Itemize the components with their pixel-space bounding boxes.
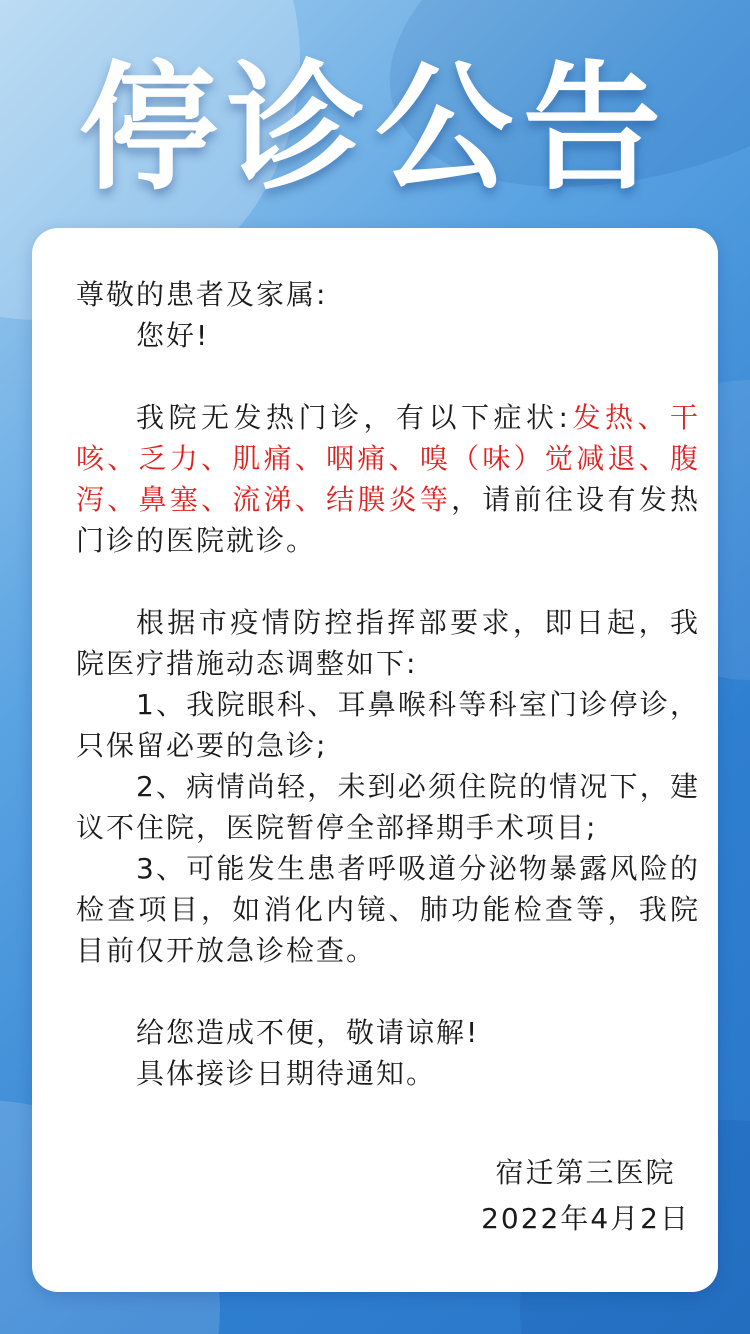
paragraph-measures-intro: 根据市疫情防控指挥部要求，即日起，我院医疗措施动态调整如下:: [76, 606, 700, 680]
closing-apology: 给您造成不便，敬请谅解!: [136, 1016, 480, 1049]
spacer: [76, 356, 700, 397]
measure-item-3: 3、可能发生患者呼吸道分泌物暴露风险的检查项目，如消化内镜、肺功能检查等，我院目前仅开放急诊检查。: [76, 852, 700, 967]
signature-block: [481, 1150, 690, 1242]
measure-item-1: 1、我院眼科、耳鼻喉科等科室门诊停诊，只保留必要的急诊;: [76, 688, 700, 762]
hospital-name: 宿迁第三医院: [495, 1156, 676, 1189]
closing-notice: 具体接诊日期待通知。: [136, 1057, 437, 1090]
notice-body: [76, 274, 700, 1094]
notice-card: [32, 228, 718, 1292]
measure-item-2: 2、病情尚轻，未到必须住院的情况下，建议不住院，医院暂停全部择期手术项目;: [76, 770, 700, 844]
spacer: [76, 561, 700, 602]
symptoms-list: 发热、干咳、乏力、肌痛、咽痛、嗅（味）觉减退、腹泻、鼻塞、流涕、结膜炎等: [76, 401, 700, 516]
paragraph-symptoms: [76, 397, 700, 561]
notice-title: 停诊公告: [78, 46, 671, 209]
spacer: [76, 971, 700, 1012]
symptoms-intro: 我院无发热门诊，有以下症状:: [136, 401, 570, 434]
symptoms-outro: ，请前往设有发热门诊的医院就诊。: [76, 483, 700, 557]
hello: 您好!: [136, 319, 210, 352]
notice-date: 2022年4月2日: [481, 1202, 690, 1235]
greeting: 尊敬的患者及家属:: [76, 278, 328, 311]
